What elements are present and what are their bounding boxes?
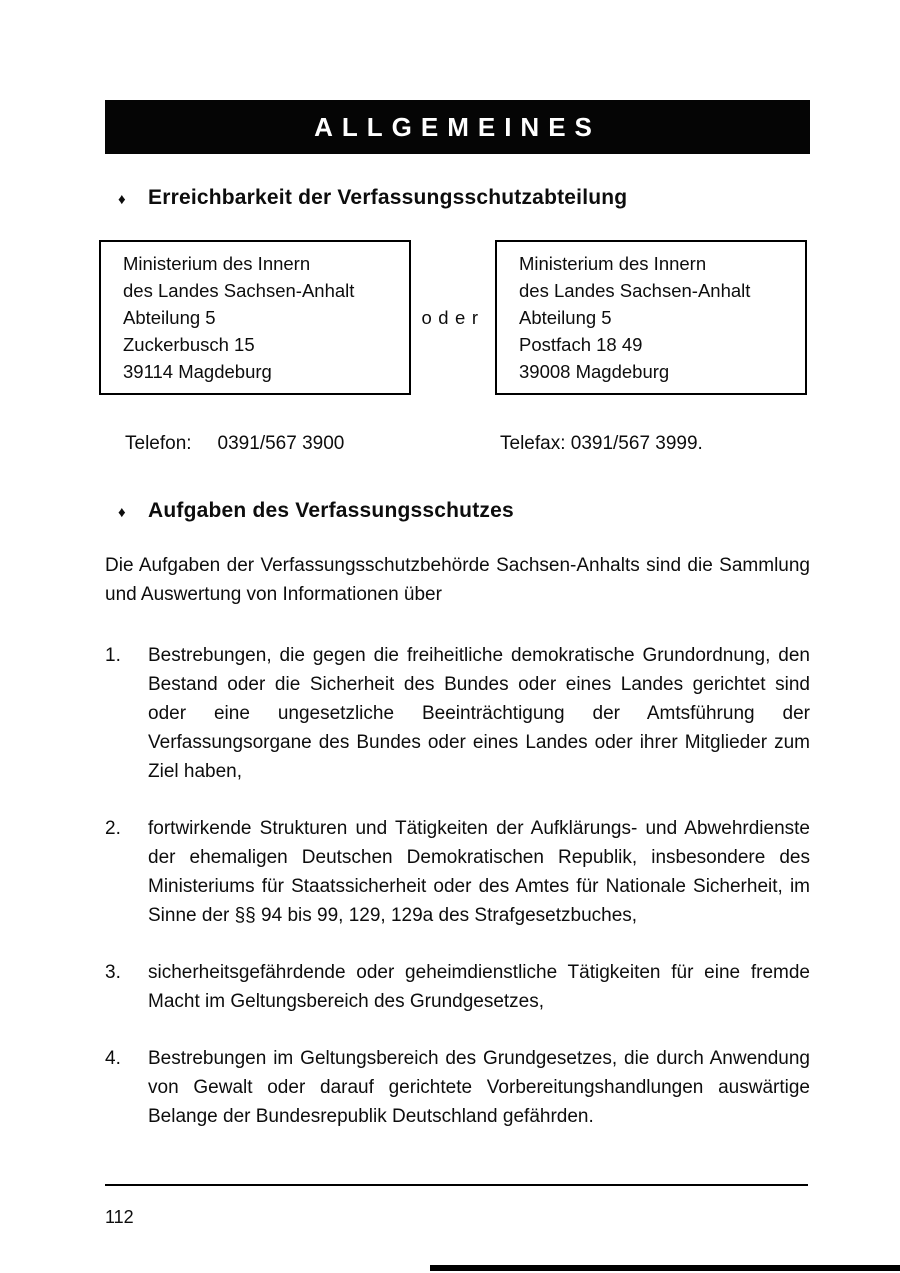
section2-heading: Aufgaben des Verfassungsschutzes (148, 499, 514, 522)
address-line: Abteilung 5 (123, 307, 216, 328)
banner-title: ALLGEMEINES (314, 111, 601, 142)
list-item-text: Bestrebungen, die gegen die freiheitliche demokratische Grundordnung, den Bestand oder die Sicherheit des Bundes oder eines Landes gerichtet sind oder eine ungesetzliche Beeinträchtigung der Amtsführung der Verfassungsorgane des Bundes oder eines Landes oder ihrer Mitglieder zum Ziel haben, (148, 645, 810, 782)
list-item-number: 1. (105, 645, 121, 666)
diamond-bullet-icon: ♦ (118, 191, 126, 208)
numbered-list (105, 641, 810, 1131)
diamond-bullet-icon: ♦ (118, 504, 126, 521)
list-item-text: fortwirkende Strukturen und Tätigkeiten der Aufklärungs- und Abwehrdienste der ehemaligen Deutschen Demokratischen Republik, insbesondere des Ministeriums für Staatssicherheit oder des Amtes für Nationale Sicherheit, im Sinne der §§ 94 bis 99, 129, 129a des Strafgesetzbuches, (148, 818, 810, 926)
address-box-right (495, 240, 807, 395)
address-line: 39008 Magdeburg (519, 361, 670, 382)
list-item (105, 958, 810, 1016)
address-row (99, 240, 810, 395)
heading-aufgaben (105, 499, 810, 523)
address-line: 39114 Magdeburg (123, 361, 272, 382)
telefon (105, 433, 500, 455)
address-line: Zuckerbusch 15 (123, 334, 255, 355)
list-item-text: Bestrebungen im Geltungsbereich des Grundgesetzes, die durch Anwendung von Gewalt oder darauf gerichtete Vorbereitungshandlungen auswärtige Belange der Bundesrepublik Deutschland gefährden. (148, 1048, 810, 1127)
address-line: Postfach 18 49 (519, 334, 643, 355)
footer-rule (105, 1184, 808, 1186)
page-number: 112 (105, 1207, 134, 1227)
list-item-text: sicherheitsgefährdende oder geheimdienstliche Tätigkeiten für eine fremde Macht im Geltungsbereich des Grundgesetzes, (148, 962, 810, 1012)
list-item-number: 2. (105, 818, 121, 839)
address-line: Abteilung 5 (519, 307, 612, 328)
list-item (105, 641, 810, 786)
telefon-value: 0391/567 3900 (217, 433, 345, 454)
section1-heading: Erreichbarkeit der Verfassungsschutzabteilung (148, 186, 628, 209)
address-line: des Landes Sachsen-Anhalt (123, 280, 355, 301)
scan-artifact-line (430, 1265, 900, 1271)
address-line: Ministerium des Innern (519, 253, 707, 274)
address-box-left (99, 240, 411, 395)
oder-connector: oder (421, 306, 485, 328)
telefax: Telefax: 0391/567 3999. (500, 433, 703, 454)
intro-paragraph: Die Aufgaben der Verfassungsschutzbehörde Sachsen-Anhalts sind die Sammlung und Auswertung von Informationen über (105, 555, 810, 605)
list-item-number: 3. (105, 962, 121, 983)
section-banner (105, 100, 810, 154)
address-line: Ministerium des Innern (123, 253, 311, 274)
address-line: des Landes Sachsen-Anhalt (519, 280, 751, 301)
list-item (105, 1044, 810, 1131)
telefon-label: Telefon: (125, 433, 192, 454)
phone-row (105, 433, 810, 455)
list-item-number: 4. (105, 1048, 121, 1069)
heading-erreichbarkeit (105, 186, 810, 210)
list-item (105, 814, 810, 930)
